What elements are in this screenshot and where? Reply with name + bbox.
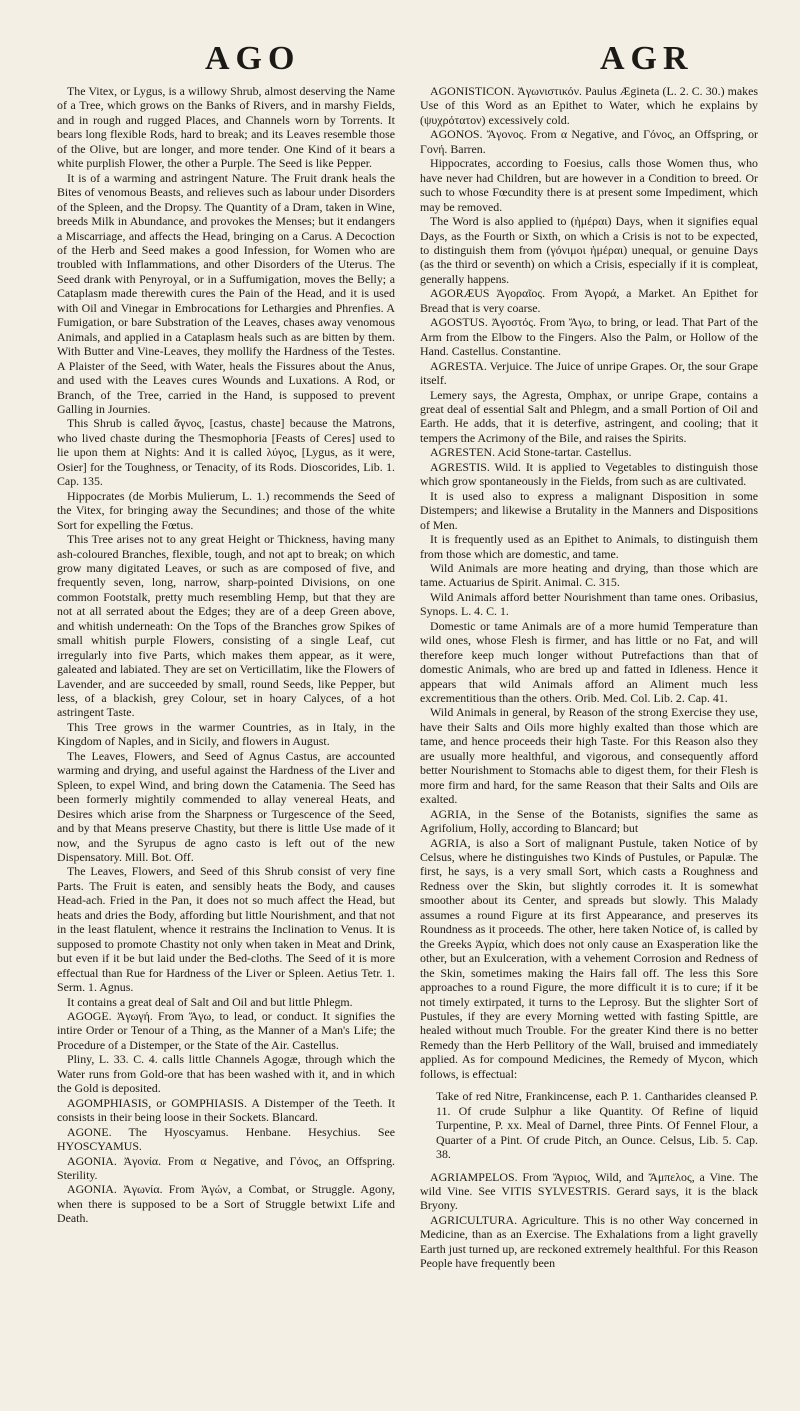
entry-agomphiasis: AGOMPHIASIS, or GOMPHIASIS. A Distemper of the Teeth. It consists in their being loose in their Sockets. Blancard. — [57, 1095, 395, 1125]
paragraph: Hippocrates, according to Foesius, calls those Women thus, who have never had Children, but are however in a Condition to breed. Or such to whose Fœcundity there is at present some Impediment, which may be removed. — [420, 156, 758, 214]
entry-agone: AGONE. The Hyoscyamus. Henbane. Hesychius. See HYOSCYAMUS. — [57, 1124, 395, 1154]
paragraph: This Shrub is called ἄγνος, [castus, chaste] because the Matrons, who lived chaste during the Thesmophoria [Feasts of Ceres] used to lie upon them at Nights: And it is called λύγος, [Lygus, as it were, Osier] for the Toughness, or Tenacity, of its Rods. Dioscorides, Lib. 1. Cap. 135. — [57, 416, 395, 489]
entry-agoge: AGOGE. Ἀγωγή. From Ἄγω, to lead, or conduct. It signifies the intire Order or Tenour of a Thing, as the Manner of a Man's Life; the Procedure of a Distemper, or the State of the Air. Castellus. — [57, 1009, 395, 1052]
entry-agonia-2: AGONIA. Ἀγωνία. From Ἀγών, a Combat, or Struggle. Agony, when there is supposed to be a Sort of Struggle betwixt Life and Death. — [57, 1182, 395, 1226]
entry-agresten: AGRESTEN. Acid Stone-tartar. Castellus. — [430, 445, 632, 460]
paragraph: The Leaves, Flowers, and Seed of Agnus Castus, are accounted warming and drying, and useful against the Hardness of the Liver and Spleen, to expel Wind, and bring down the Catamenia. The Seed has been formerly mightily commended to allay venereal Heats, and Desires which arise from the Sharpness or Turgescence of the Seed, and by that Means preserve Chastity, but there is little Use made of it now, and the Syrupus de agno casto is left out of the new Dispensatory. Mill. Bot. Off. — [57, 748, 395, 865]
paragraph: This Tree grows in the warmer Countries, as in Italy, in the Kingdom of Naples, and in Sicily, and flowers in August. — [57, 719, 395, 749]
left-column — [57, 84, 395, 1226]
entry-agostus: AGOSTUS. Ἀγοστός. From Ἄγω, to bring, or lead. That Part of the Arm from the Elbow to the Fingers. Also the Palm, or Hollow of the Hand. Castellus. Constantine. — [420, 315, 758, 359]
entry-agricultura: AGRICULTURA. Agriculture. This is no other Way concerned in Medicine, than as an Exercise. The Exhalations from a light gravelly Earth just turned up, are reckoned extremely healthful. For this Reason People have frequently been — [420, 1212, 758, 1271]
entry-agria: AGRIA, in the Sense of the Botanists, signifies the same as Agrifolium, Holly, according to Blancard; but — [420, 806, 758, 836]
paragraph: The Vitex, or Lygus, is a willowy Shrub, almost deserving the Name of a Tree, which grows on the Banks of Rivers, and in marshy Fields, and in rough and rugged Places, and Channels worn by Torrents. It bears long flexible Rods, hard to break; and its Leaves resemble those of the Olive, but are longer, and more tender. One Kind of it bears a white purplish Flower, the other a Purple. The Seed is like Pepper. — [57, 84, 395, 171]
paragraph: Domestic or tame Animals are of a more humid Temperature than wild ones, whose Flesh is firmer, and has little or no Fat, and will therefore keep much longer without Putrefactions than that of domestic Animals, who are bred up and fatted in Idleness. Hence it appears that wild Animals afford an Aliment much less excrementitious than the others. Orib. Med. Col. Lib. 2. Cap. 41. — [420, 618, 758, 706]
paragraph: This Tree arises not to any great Height or Thickness, having many ash-coloured Branches, flexible, tough, and not apt to break; on which grow many digitated Leaves, or such as are composed of five, and frequently seven, long, narrow, sharp-pointed Divisions, on one common Footstalk, pretty much resembling Hemp, but that they are not at all serrated about the Edges; they are of a deep Green above, and whitish underneath: On the Tops of the Branches grow Spikes of small whitish purple Flowers, consisting of a single Leaf, cut irregularly into five Parts, which makes them appear, as it were, galeated and labiated. They are set on Verticillatim, like the Flowers of Lavender, and are succeeded by small, round Seeds, like Pepper, but less, of a blackish, grey Colour, set in hoary Calyces, of a hot astringent Taste. — [57, 532, 395, 720]
entry-agriampelos: AGRIAMPELOS. From Ἄγριος, Wild, and Ἄμπελος, a Vine. The wild Vine. See VITIS SYLVESTRIS. Gerard says, it is the black Bryony. — [420, 1169, 758, 1213]
entry-agoraeus: AGORÆUS Ἀγοραῖος. From Ἀγορά, a Market. An Epithet for Bread that is very coarse. — [420, 286, 758, 315]
running-head-left: AGO — [205, 40, 301, 77]
entry-agresta: AGRESTA. Verjuice. The Juice of unripe Grapes. Or, the sour Grape itself. — [420, 358, 758, 388]
entry-agria-2: AGRIA, is also a Sort of malignant Pustule, taken Notice of by Celsus, where he distinguishes two Kinds of Pustules, or Papulæ. The first, he says, is a very small Sort, which casts a Roughness and Redness over the Skin, but slightly corrodes it. It is somewhat smoother about its Center, and spreads but slowly. This Malady assumes a round Figure at its first Appearance, and preserves its Roundness as it proceeds. The other, here taken Notice of, is called by the Greeks Ἀγρία, which does not only cause an Exasperation like the other, but an Exulceration, with a vehement Corrosion and Redness of the Skin, sometimes making the Hairs fall off. The less this Sore approaches to a round Figure, the more difficult it is to cure; if it be not timely extirpated, it turns to the Leprosy. But the slighter Sort of Pustules, if they are every Morning wetted with fasting Spittle, are healed without much Trouble. For the greater Kind there is no better Remedy than the Herb Pellitory of the Wall, bruised and immediately applied. As for compound Medicines, the Remedy of Mycon, which follows, is effectual: — [420, 835, 758, 1081]
paragraph: The Word is also applied to (ἡμέραι) Days, when it signifies equal Days, as the Fourth or Sixth, on which a Crisis is not to be expected, to distinguish them from (γόνιμοι ἡμέραι) unequal, or genuine Days (as the third or seventh) on which a Crisis, especially if it is compleat, generally happens. — [420, 214, 758, 286]
paragraph: The Leaves, Flowers, and Seed of this Shrub consist of very fine Parts. The Fruit is eaten, and sensibly heats the Body, and causes Head-ach. Fried in the Pan, it does not so much affect the Head, but heats and dries the Body, affording but little Nourishment, and that not in the least flatulent, whence it restrains the Inclination to Venus. It is supposed to promote Chastity not only when taken in Meat and Drink, but even if it be but laid under the Bed-cloths. The Seed of it is more effectual than Rue for Hardness of the Liver or Spleen. Aetius Tetr. 1. Serm. 1. Agnus. — [57, 864, 395, 995]
paragraph: Wild Animals in general, by Reason of the strong Exercise they use, have their Salts and Oils more highly exalted than those which are tame, and hence proceeds their high Taste. For this Reason also they are usually more healthful, and vigorous, and consequently afford better Nourishment to Stomachs able to digest them, for their Flesh is more firm and hard, for the same Reason that their Salts and Oils are exalted. — [420, 705, 758, 807]
right-column — [420, 84, 758, 1271]
paragraph: It contains a great deal of Salt and Oil and but little Phlegm. — [67, 994, 353, 1009]
entry-agonos: AGONOS. Ἄγονος. From α Negative, and Γόνος, an Offspring, or Γονή. Barren. — [420, 127, 758, 156]
paragraph: Pliny, L. 33. C. 4. calls little Channels Agogæ, through which the Water runs from Gold-ore that has been washed with it, and in which the Gold is deposited. — [57, 1052, 395, 1096]
recipe-block: Take of red Nitre, Frankincense, each P. 1. Cantharides cleansed P. 11. Of crude Sulphur a like Quantity. Of Refine of liquid Turpentine, P. xx. Meal of Darnel, three Pints. Of Fennel Flour, a Quarter of a Pint. Of crude Pitch, an Ounce. Celsus, Lib. 5. Cap. 38. — [436, 1089, 758, 1162]
paragraph: Wild Animals are more heating and drying, than those which are tame. Actuarius de Spirit. Animal. C. 315. — [420, 560, 758, 590]
paragraph: Hippocrates (de Morbis Mulierum, L. 1.) recommends the Seed of the Vitex, for bringing away the Secundines; and those of the white Sort for expelling the Fœtus. — [57, 488, 395, 532]
paragraph: It is frequently used as an Epithet to Animals, to distinguish them from those which are domestic, and tame. — [420, 532, 758, 561]
paragraph: Wild Animals afford better Nourishment than tame ones. Oribasius, Synops. L. 4. C. 1. — [420, 589, 758, 619]
paragraph: Lemery says, the Agresta, Omphax, or unripe Grape, contains a great deal of essential Salt and Phlegm, and a small Portion of Oil and Earth. He adds, that it is deterfive, astringent, and cooling; that it tempers the Acrimony of the Bile, and raises the Spirits. — [420, 387, 758, 445]
entry-agrestis: AGRESTIS. Wild. It is applied to Vegetables to distinguish those which grow spontaneously in the Fields, from such as are cultivated. — [420, 459, 758, 489]
paragraph: It is of a warming and astringent Nature. The Fruit drank heals the Bites of venomous Beasts, and relieves such as labour under Disorders of the Spleen, and the Dropsy. The Quantity of a Dram, taken in Wine, breeds Milk in Abundance, and provokes the Menses; but it endangers a Miscarriage, and affects the Head, bringing on a Carus. A Decoction of the Herb and Seed makes a good Infession, for Women who are troubled with Inflammations, and other Disorders of the Uterus. The Seed drank with Penyroyal, or in a Suffumigation, moves the Belly; a Cataplasm made therewith cures the Pain of the Head, and it is used with Oil and Vinegar in Embrocations for Lethargies and Phrenfies. A Fumigation, or bare Substration of the Leaves, chases away venomous Animals, and applied in a Cataplasm heals such as are bitten by them. With Butter and Vine-Leaves, they mollify the Hardness of the Testes. A Plaister of the Seed, with Water, heals the Fissures about the Anus, and used with the Leaves cures Wounds and Luxations. A Rod, or Branch, of the Tree, carried in the Hand, is supposed to prevent Galling in Journies. — [57, 170, 395, 416]
paragraph: It is used also to express a malignant Disposition in some Distempers; and likewise a Brutality in the Manners and Dispositions of Men. — [420, 488, 758, 532]
running-head-right: AGR — [600, 40, 694, 77]
entry-agonisticon: AGONISTICON. Ἀγωνιστικόν. Paulus Ægineta (L. 2. C. 30.) makes Use of this Word as an Epithet to Water, which he explains by (ψυχρότατον) excessively cold. — [420, 84, 758, 127]
entry-agonia: AGONIA. Ἀγονία. From α Negative, and Γόνος, an Offspring. Sterility. — [57, 1153, 395, 1182]
